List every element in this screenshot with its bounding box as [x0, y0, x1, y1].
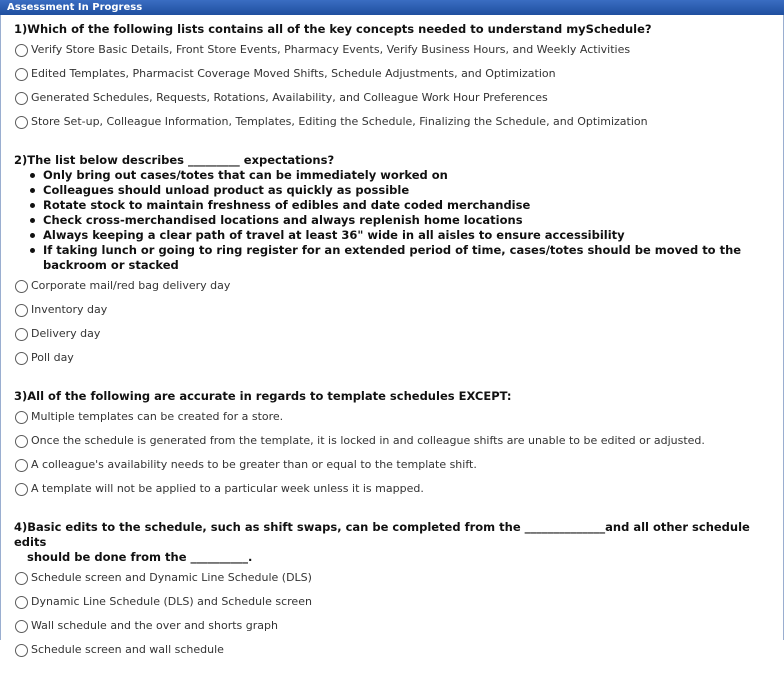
list-item: Check cross-merchandised locations and always replenish home locations [43, 213, 778, 228]
answer-label[interactable]: Wall schedule and the over and shorts graph [31, 618, 278, 632]
radio-button[interactable] [15, 304, 28, 317]
answer-option[interactable] [14, 345, 778, 369]
answer-label[interactable]: Once the schedule is generated from the template, it is locked in and colleague shifts are unable to be edited or adjusted. [31, 433, 705, 447]
radio-button[interactable] [15, 280, 28, 293]
question-text [14, 520, 778, 565]
question-text-line-1: 4)Basic edits to the schedule, such as shift swaps, can be completed from the ______________and all other schedule edits [14, 520, 750, 549]
radio-button[interactable] [15, 44, 28, 57]
answer-label[interactable]: Poll day [31, 350, 74, 364]
answer-option[interactable] [14, 273, 778, 297]
answer-label[interactable]: A colleague's availability needs to be greater than or equal to the template shift. [31, 457, 477, 471]
answer-option[interactable] [14, 37, 778, 61]
answer-option[interactable] [14, 476, 778, 500]
answer-label[interactable]: Schedule screen and Dynamic Line Schedule (DLS) [31, 570, 312, 584]
radio-button[interactable] [15, 644, 28, 657]
assessment-content [14, 22, 778, 681]
answer-option[interactable] [14, 452, 778, 476]
radio-button[interactable] [15, 92, 28, 105]
radio-button[interactable] [15, 68, 28, 81]
question-text: 2)The list below describes _________ expectations? [14, 153, 335, 167]
list-item: If taking lunch or going to ring register for an extended period of time, cases/totes should be moved to the backroom or stacked [43, 243, 778, 273]
question-2 [14, 153, 778, 369]
answer-option[interactable] [14, 321, 778, 345]
answer-label[interactable]: Schedule screen and wall schedule [31, 642, 224, 656]
answer-option[interactable] [14, 428, 778, 452]
radio-button[interactable] [15, 328, 28, 341]
answer-label[interactable]: A template will not be applied to a particular week unless it is mapped. [31, 481, 424, 495]
answer-label[interactable]: Store Set-up, Colleague Information, Templates, Editing the Schedule, Finalizing the Schedule, and Optimization [31, 114, 648, 128]
answer-label[interactable]: Edited Templates, Pharmacist Coverage Moved Shifts, Schedule Adjustments, and Optimization [31, 66, 556, 80]
radio-button[interactable] [15, 435, 28, 448]
radio-button[interactable] [15, 352, 28, 365]
question-text-line-2: should be done from the __________. [27, 550, 253, 564]
list-item: Only bring out cases/totes that can be immediately worked on [43, 168, 778, 183]
answer-option[interactable] [14, 61, 778, 85]
panel-title: Assessment In Progress [0, 0, 784, 15]
answer-label[interactable]: Inventory day [31, 302, 108, 316]
radio-button[interactable] [15, 116, 28, 129]
radio-button[interactable] [15, 596, 28, 609]
answer-option[interactable] [14, 589, 778, 613]
question-1 [14, 22, 778, 133]
answer-label[interactable]: Corporate mail/red bag delivery day [31, 278, 231, 292]
radio-button[interactable] [15, 411, 28, 424]
answer-label[interactable]: Delivery day [31, 326, 101, 340]
answer-option[interactable] [14, 613, 778, 637]
answer-label[interactable]: Dynamic Line Schedule (DLS) and Schedule screen [31, 594, 312, 608]
question-3 [14, 389, 778, 500]
question-4 [14, 520, 778, 661]
answer-option[interactable] [14, 85, 778, 109]
expectations-list [14, 168, 778, 273]
list-item: Colleagues should unload product as quickly as possible [43, 183, 778, 198]
answer-label[interactable]: Generated Schedules, Requests, Rotations, Availability, and Colleague Work Hour Preferences [31, 90, 548, 104]
radio-button[interactable] [15, 620, 28, 633]
answer-label[interactable]: Verify Store Basic Details, Front Store Events, Pharmacy Events, Verify Business Hours, and Weekly Activities [31, 42, 631, 56]
list-item: Rotate stock to maintain freshness of edibles and date coded merchandise [43, 198, 778, 213]
question-text: 1)Which of the following lists contains all of the key concepts needed to understand mySchedule? [14, 22, 652, 36]
answer-label[interactable]: Multiple templates can be created for a store. [31, 409, 284, 423]
radio-button[interactable] [15, 459, 28, 472]
question-text: 3)All of the following are accurate in regards to template schedules EXCEPT: [14, 389, 512, 403]
answer-option[interactable] [14, 565, 778, 589]
answer-option[interactable] [14, 109, 778, 133]
radio-button[interactable] [15, 572, 28, 585]
list-item: Always keeping a clear path of travel at least 36" wide in all aisles to ensure accessibility [43, 228, 778, 243]
answer-option[interactable] [14, 404, 778, 428]
radio-button[interactable] [15, 483, 28, 496]
answer-option[interactable] [14, 297, 778, 321]
answer-option[interactable] [14, 637, 778, 661]
